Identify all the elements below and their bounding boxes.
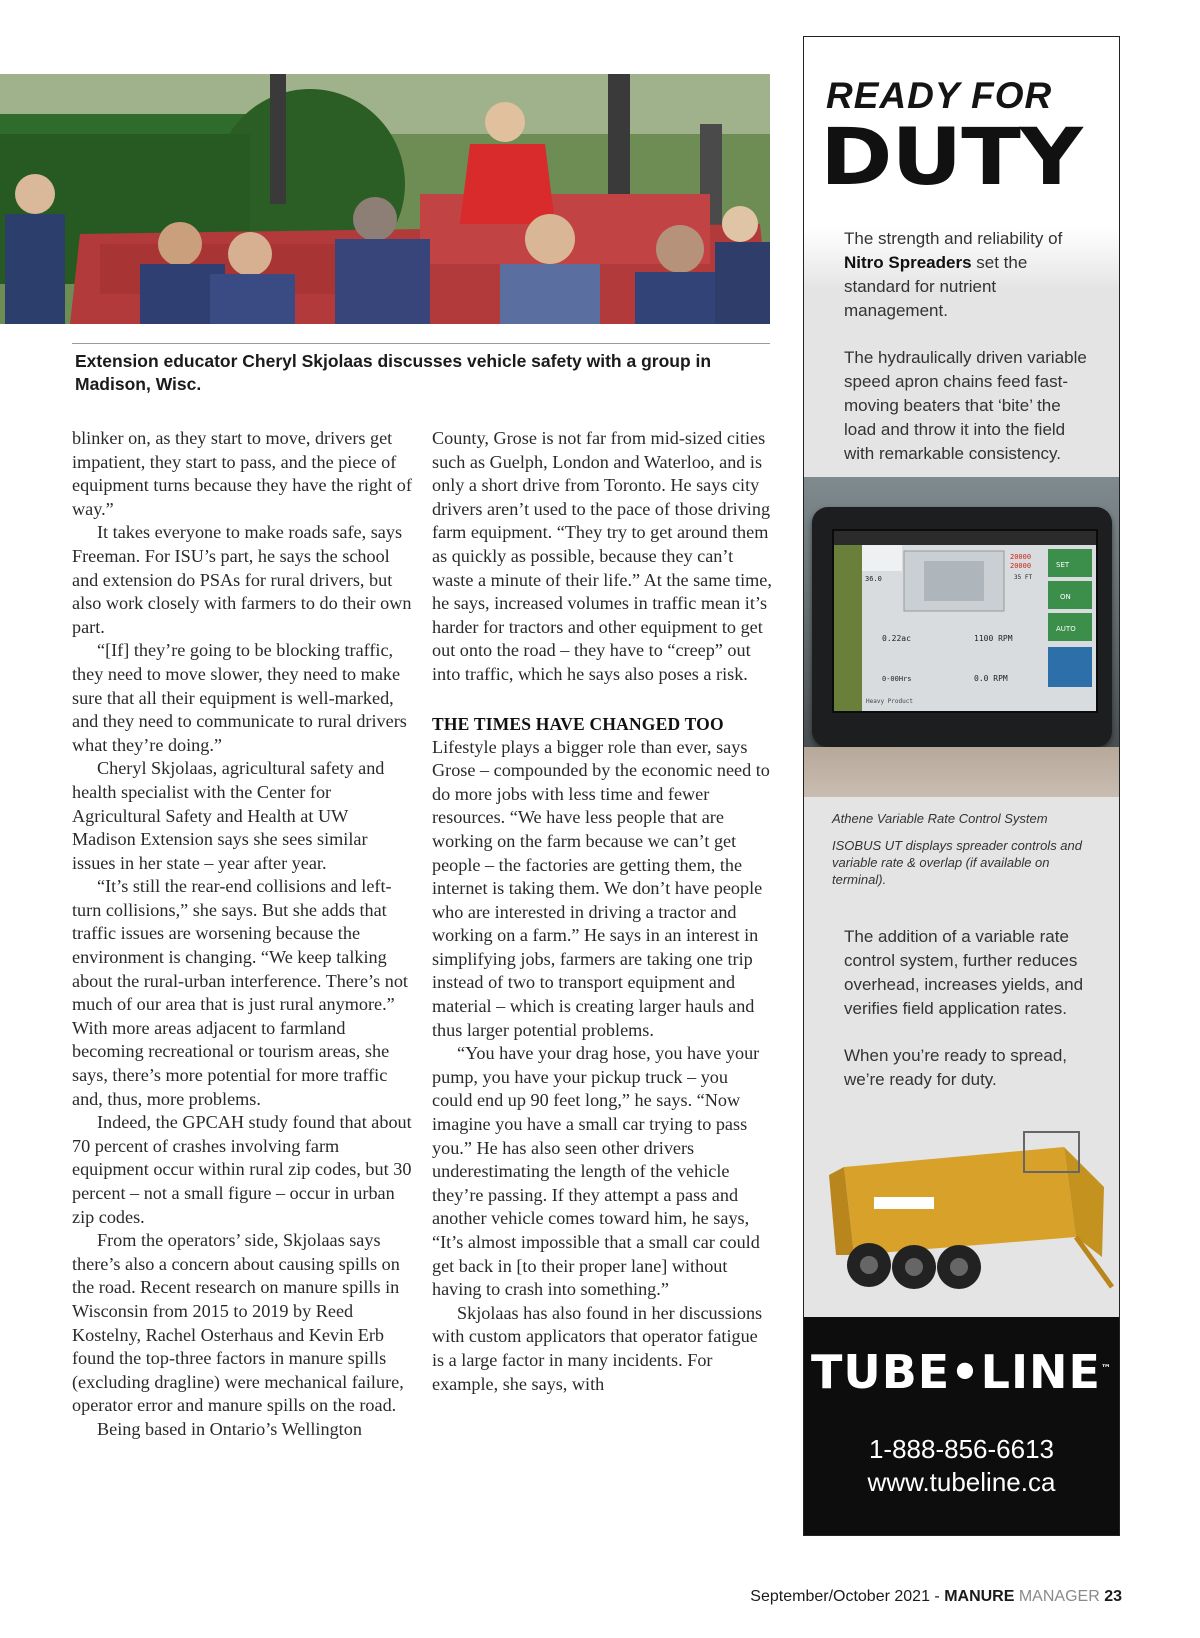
trademark-symbol: ™ — [1100, 1363, 1112, 1375]
magazine-name-light: MANAGER — [1014, 1588, 1105, 1605]
cab-seat — [804, 747, 1120, 797]
control-terminal — [812, 507, 1112, 747]
paragraph: Being based in Ontario’s Wellington — [97, 1418, 362, 1439]
ad-paragraph: When you’re ready to spread, we’re ready for duty. — [844, 1046, 1068, 1089]
ad-paragraph: The addition of a variable rate control system, further reduces overhead, increases yields, and verifies field application rates. — [844, 927, 1084, 1018]
terminal-rate: 1100 RPM — [974, 634, 1013, 643]
cab-photo — [804, 477, 1120, 797]
paragraph: Lifestyle plays a bigger role than ever, says Grose – compounded by the economic need to do more jobs with less time and fewer resources. “We have less people that are working on the farm because we can’t get people – the factories are getting them, the internet is taking them. We don’t have people who are interested in driving a tractor and working on a farm.” He says in an interest in simplifying jobs, farmers are taking one trip instead of two to transport equipment and material – which is creating larger hauls and thus larger potential problems. — [432, 736, 770, 1040]
ad-para1-end: set the standard for nutrient management. — [844, 253, 1028, 320]
terminal-area: 0.22ac — [882, 634, 911, 643]
ad-product-name: Nitro Spreaders — [844, 253, 972, 272]
spreader-illustration — [814, 1127, 1114, 1307]
paragraph: “[If] they’re going to be blocking traffic, they need to move slower, they need to make sure that all their equipment is well-marked, and they need to communicate to rural drivers what they’re doing.” — [72, 640, 407, 755]
caption-divider — [72, 343, 770, 344]
ad-paragraph: The hydraulically driven variable speed apron chains feed fast-moving beaters that ‘bite’ the load and throw it into the field with remarkable consistency. — [844, 348, 1087, 463]
terminal-product: Heavy Product — [866, 698, 913, 705]
terminal-screen — [832, 529, 1098, 713]
terminal-on-button[interactable]: ON — [1060, 593, 1071, 601]
terminal-display — [834, 531, 1096, 711]
terminal-readout-2: 20000 — [1010, 562, 1032, 570]
terminal-hours: 0-00Hrs — [882, 675, 912, 683]
terminal-readout-1: 20000 — [1010, 553, 1032, 561]
logo-text: TUBE•LINE — [811, 1345, 1101, 1399]
issue-date: September/October 2021 - — [750, 1588, 945, 1605]
paragraph: County, Grose is not far from mid-sized cities such as Guelph, London and Waterloo, and is only a short drive from Toronto. He says city drivers aren’t used to the pace of those driving farm equipment. “They try to get around them as quickly as possible, because they can’t waste a minute of their life.” At the same time, he says, increased volumes in traffic mean it’s harder for tractors and other equipment to get out onto the road – they have to “creep” out into traffic, which he says also poses a risk. — [432, 428, 772, 684]
ad-kicker: READY FOR — [826, 75, 1053, 116]
terminal-rpm: 0.0 RPM — [974, 674, 1008, 683]
ad-image-caption-detail: ISOBUS UT displays spreader controls and variable rate & overlap (if available on terminal). — [832, 838, 1082, 887]
paragraph: Indeed, the GPCAH study found that about 70 percent of crashes involving farm equipment occur within rural zip codes, but 30 percent – not a small figure – occur in urban zip codes. — [72, 1112, 412, 1227]
ad-image-caption-title: Athene Variable Rate Control System — [832, 811, 1048, 826]
paragraph: blinker on, as they start to move, drivers get impatient, they start to pass, and the piece of equipment turns because they have the right of way.” — [72, 428, 412, 519]
article-column-left — [72, 427, 412, 1442]
terminal-speed: 36.0 — [865, 575, 882, 583]
tubeline-advertisement[interactable] — [803, 36, 1120, 1536]
article-subhead: THE TIMES HAVE CHANGED TOO — [432, 713, 724, 734]
paragraph: “You have your drag hose, you have your pump, you have your pickup truck – you could end up 90 feet long,” he says. “Now imagine you have a small car trying to pass you.” He has also seen other drivers underestimating the length of the vehicle they’re passing. If they attempt a pass and another vehicle comes toward him, he says, “It’s almost impossible that a small car could get back in [to their proper lane] without having to crash into something.” — [432, 1043, 760, 1300]
article-column-middle — [432, 427, 772, 1396]
terminal-auto-button[interactable]: AUTO — [1056, 625, 1076, 633]
paragraph: Cheryl Skjolaas, agricultural safety and health specialist with the Center for Agricultural Safety and Health at UW Madison Extension says she sees similar issues in her state – year after year. — [72, 758, 385, 873]
terminal-set-button[interactable]: SET — [1056, 561, 1070, 569]
page-number: 23 — [1104, 1588, 1122, 1605]
ad-phone-number[interactable]: 1-888-856-6613 — [868, 1434, 1055, 1464]
article-photo — [0, 74, 770, 324]
paragraph: From the operators’ side, Skjolaas says there’s also a concern about causing spills on the road. Recent research on manure spills in Wisconsin from 2015 to 2019 by Reed Kostelny, Rachel Osterhaus and Kevin Erb found the top-three factors in manure spills (excluding dragline) were mechanical failure, operator error and manure spills on the road. — [72, 1230, 404, 1416]
terminal-width: 35 FT — [1014, 574, 1033, 581]
tubeline-logo — [804, 1345, 1119, 1399]
ad-brand-bar — [804, 1317, 1119, 1536]
ad-headline: DUTY — [820, 113, 1082, 203]
paragraph: It takes everyone to make roads safe, says Freeman. For ISU’s part, he says the school and extension do PSAs for rural drivers, but also work closely with farmers to do their own part. — [72, 522, 412, 637]
ad-para1-start: The strength and reliability of — [844, 229, 1063, 248]
photo-illustration — [0, 74, 770, 324]
paragraph: Skjolaas has also found in her discussions with custom applicators that operator fatigue is a large factor in many incidents. For example, she says, with — [432, 1302, 763, 1394]
ad-paragraph — [844, 227, 1094, 323]
magazine-name-bold: MANURE — [944, 1588, 1015, 1605]
photo-caption: Extension educator Cheryl Skjolaas discusses vehicle safety with a group in Madison, Wisc. — [75, 351, 712, 394]
paragraph: “It’s still the rear-end collisions and left-turn collisions,” she says. But she adds that traffic issues are worsening because the environment is changing. “We keep talking about the rural-urban interference. There’s not much of our area that is just rural anymore.” With more areas adjacent to farmland becoming recreational or tourism areas, she says, there’s more potential for more traffic and, thus, more problems. — [72, 876, 408, 1109]
ad-website-link[interactable]: www.tubeline.ca — [867, 1467, 1056, 1497]
ad-copy-top — [844, 227, 1094, 489]
page-folio — [750, 1588, 1122, 1606]
ad-copy-bottom — [844, 925, 1094, 1115]
